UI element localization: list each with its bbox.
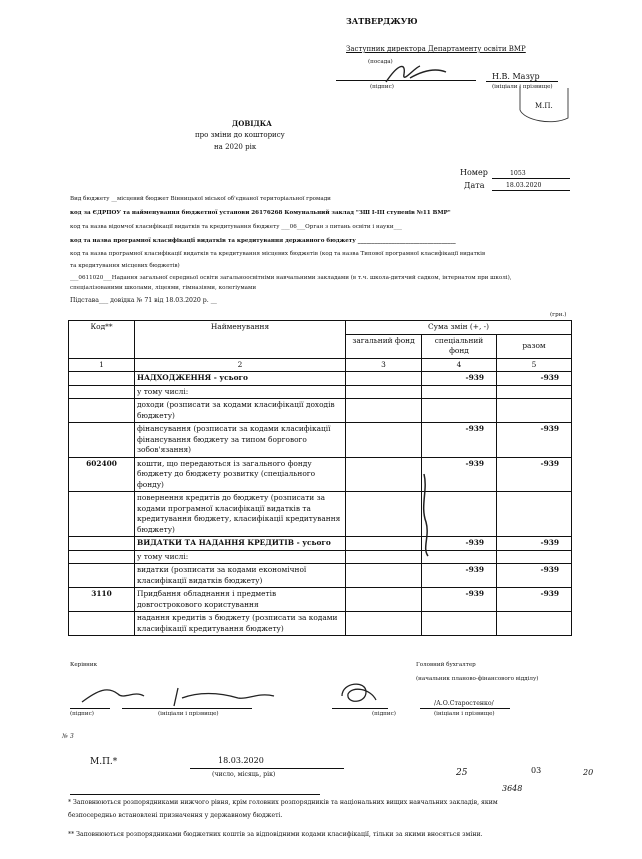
doc-year: на 2020 рік (214, 143, 257, 151)
approver-name: Н.В. Мазур (492, 72, 540, 81)
header-sum: Сума змін (+, -) (346, 321, 572, 335)
stamp-label: М.П.* (90, 757, 118, 767)
changes-table (68, 320, 572, 636)
table-row (69, 457, 572, 492)
row-total (497, 385, 572, 399)
row-special (422, 385, 497, 399)
footnote-1a: * Заповнюються розпорядниками нижчого рівня, крім головних розпорядників та національних вищих навчальних закладів, яким (68, 799, 498, 806)
colnum-1: 1 (69, 358, 135, 372)
row-code (69, 399, 135, 423)
accountant-name: /А.О.Старостенко/ (434, 700, 494, 707)
signature-date: 18.03.2020 (218, 756, 264, 765)
program-local-line-b: та кредитування місцевих бюджетів) (70, 263, 180, 269)
row-code (69, 385, 135, 399)
row-special: -939 (422, 372, 497, 386)
date-label: Дата (464, 181, 485, 190)
row-total (497, 492, 572, 537)
row-general (346, 492, 422, 537)
row-code: 3110 (69, 588, 135, 612)
colnum-3: 3 (346, 358, 422, 372)
footnote-1b: безпосередньо встановлені призначення у державному бюджеті. (68, 812, 283, 819)
handwritten-mark-icon (414, 470, 438, 560)
hand-note-number: 3648 (502, 784, 523, 793)
program-state-line: код та назва програмної класифікації видатків та кредитування державного бюджету ___________________________________ (70, 238, 456, 244)
header-code: Код** (69, 321, 135, 359)
doc-subtitle: про зміни до кошторису (195, 131, 285, 139)
row-total: -939 (497, 564, 572, 588)
row-code (69, 537, 135, 551)
signature-date-caption: (число, місяць, рік) (212, 771, 276, 778)
row-code: 602400 (69, 457, 135, 492)
row-general (346, 612, 422, 636)
row-name: ВИДАТКИ ТА НАДАННЯ КРЕДИТІВ - усього (135, 537, 346, 551)
row-general (346, 564, 422, 588)
table-row (69, 385, 572, 399)
doc-title: ДОВІДКА (232, 119, 272, 128)
row-total: -939 (497, 457, 572, 492)
accountant-sig-caption: (підпис) (372, 711, 396, 717)
row-general (346, 537, 422, 551)
row-general (346, 423, 422, 458)
date-value: 18.03.2020 (506, 182, 542, 189)
hand-note-left: № 3 (62, 733, 74, 740)
colnum-2: 2 (135, 358, 346, 372)
row-name: фінансування (розписати за кодами класифікації фінансування бюджету за типом боргового зобов'язання) (135, 423, 346, 458)
row-name: повернення кредитів до бюджету (розписати за кодами програмної класифікації видатків та кредитування бюджету, класифікації кредитування бюджету) (135, 492, 346, 537)
hand-note-day: 25 (456, 768, 468, 778)
colnum-4: 4 (422, 358, 497, 372)
row-name: кошти, що передаються із загального фонду бюджету до бюджету розвитку (спеціального фонду) (135, 457, 346, 492)
department-code-line: код та назва відомчої класифікації видатків та кредитування бюджету ___06___Орган з питань освіти і науки___ (70, 224, 402, 230)
approval-position: Заступник директора Департаменту освіти ВМР (346, 45, 526, 53)
row-total (497, 612, 572, 636)
head-label: Керівник (70, 662, 98, 668)
row-general (346, 550, 422, 564)
header-special-fund: спеціальний фонд (422, 334, 497, 358)
header-name: Найменування (135, 321, 346, 359)
row-special: -939 (422, 564, 497, 588)
hand-note-year: 20 (583, 768, 594, 777)
row-special: -939 (422, 537, 497, 551)
row-name: надання кредитів з бюджету (розписати за кодами класифікації кредитування бюджету) (135, 612, 346, 636)
head-signature-icon (78, 680, 318, 710)
table-header-row (69, 321, 572, 335)
row-total: -939 (497, 372, 572, 386)
table-colnum-row (69, 358, 572, 372)
table-row (69, 564, 572, 588)
row-total (497, 399, 572, 423)
header-general-fund: загальний фонд (346, 334, 422, 358)
row-name: Придбання обладнання і предметів довгострокового користування (135, 588, 346, 612)
budget-type: Вид бюджету __місцевий бюджет Вінницької міської об'єднаної територіальної громади (70, 196, 331, 202)
table-row (69, 372, 572, 386)
row-name: видатки (розписати за кодами економічної класифікації видатків бюджету) (135, 564, 346, 588)
number-value: 1053 (510, 170, 526, 177)
accountant-label: Головний бухгалтер (416, 662, 476, 668)
head-sig-caption: (підпис) (70, 711, 94, 717)
program-local-line-a: код та назва програмної класифікації видатків та кредитування місцевих бюджетів (код та назва Типової програмної класифікації видатків (70, 251, 486, 257)
program-code-line-b: спеціалізованими школами, ліцеями, гімназіями, колегіумами (70, 285, 257, 291)
basis-line: Підстава___ довідка № 71 від 18.03.2020 р. __ (70, 297, 217, 304)
name-caption: (ініціали і прізвище) (492, 84, 553, 90)
row-total (497, 550, 572, 564)
table-row (69, 612, 572, 636)
accountant-signature-icon (336, 678, 380, 708)
row-name: доходи (розписати за кодами класифікації доходів бюджету) (135, 399, 346, 423)
colnum-5: 5 (497, 358, 572, 372)
program-code-line-a: ___0611020___Надання загальної середньої освіти загальноосвітніми навчальними закладами (в т.ч. школа-дитячий садком, інтернатом при школі), (70, 275, 512, 281)
row-code (69, 550, 135, 564)
approver-signature-icon (380, 58, 450, 88)
signature-caption: (підпис) (370, 84, 394, 90)
table-row (69, 550, 572, 564)
row-name: НАДХОДЖЕННЯ - усього (135, 372, 346, 386)
row-total: -939 (497, 537, 572, 551)
row-code (69, 372, 135, 386)
row-general (346, 385, 422, 399)
row-name: у тому числі: (135, 385, 346, 399)
row-special: -939 (422, 588, 497, 612)
approval-stamp: М.П. (535, 102, 553, 110)
hand-note-month: 03 (531, 766, 542, 775)
row-code (69, 612, 135, 636)
table-row (69, 492, 572, 537)
row-code (69, 492, 135, 537)
row-general (346, 399, 422, 423)
row-name: у тому числі: (135, 550, 346, 564)
number-label: Номер (460, 168, 488, 177)
header-total: разом (497, 334, 572, 358)
row-special (422, 612, 497, 636)
row-code (69, 564, 135, 588)
row-special: -939 (422, 457, 497, 492)
currency-label: (грн.) (550, 312, 567, 318)
table-row (69, 537, 572, 551)
edrpou-line: код за ЄДРПОУ та найменування бюджетної установи 26176268 Комунальний заклад "ЗШ І-ІІІ ступенів №11 ВМР" (70, 210, 451, 216)
row-total: -939 (497, 588, 572, 612)
row-general (346, 372, 422, 386)
table-row (69, 423, 572, 458)
row-code (69, 423, 135, 458)
row-general (346, 457, 422, 492)
approval-title: ЗАТВЕРДЖУЮ (346, 16, 418, 26)
accountant-initials-caption: (ініціали і прізвище) (434, 711, 495, 717)
table-row (69, 399, 572, 423)
row-special (422, 399, 497, 423)
accountant-sub: (начальник планово-фінансового відділу) (416, 676, 539, 682)
row-general (346, 588, 422, 612)
footnote-2: ** Заповнюються розпорядниками бюджетних коштів за відповідними кодами класифікації, тільки за якими вносяться зміни. (68, 831, 483, 838)
row-total: -939 (497, 423, 572, 458)
row-special: -939 (422, 423, 497, 458)
position-caption: (посада) (368, 59, 393, 65)
table-row (69, 588, 572, 612)
head-initials-caption: (ініціали і прізвище) (158, 711, 219, 717)
